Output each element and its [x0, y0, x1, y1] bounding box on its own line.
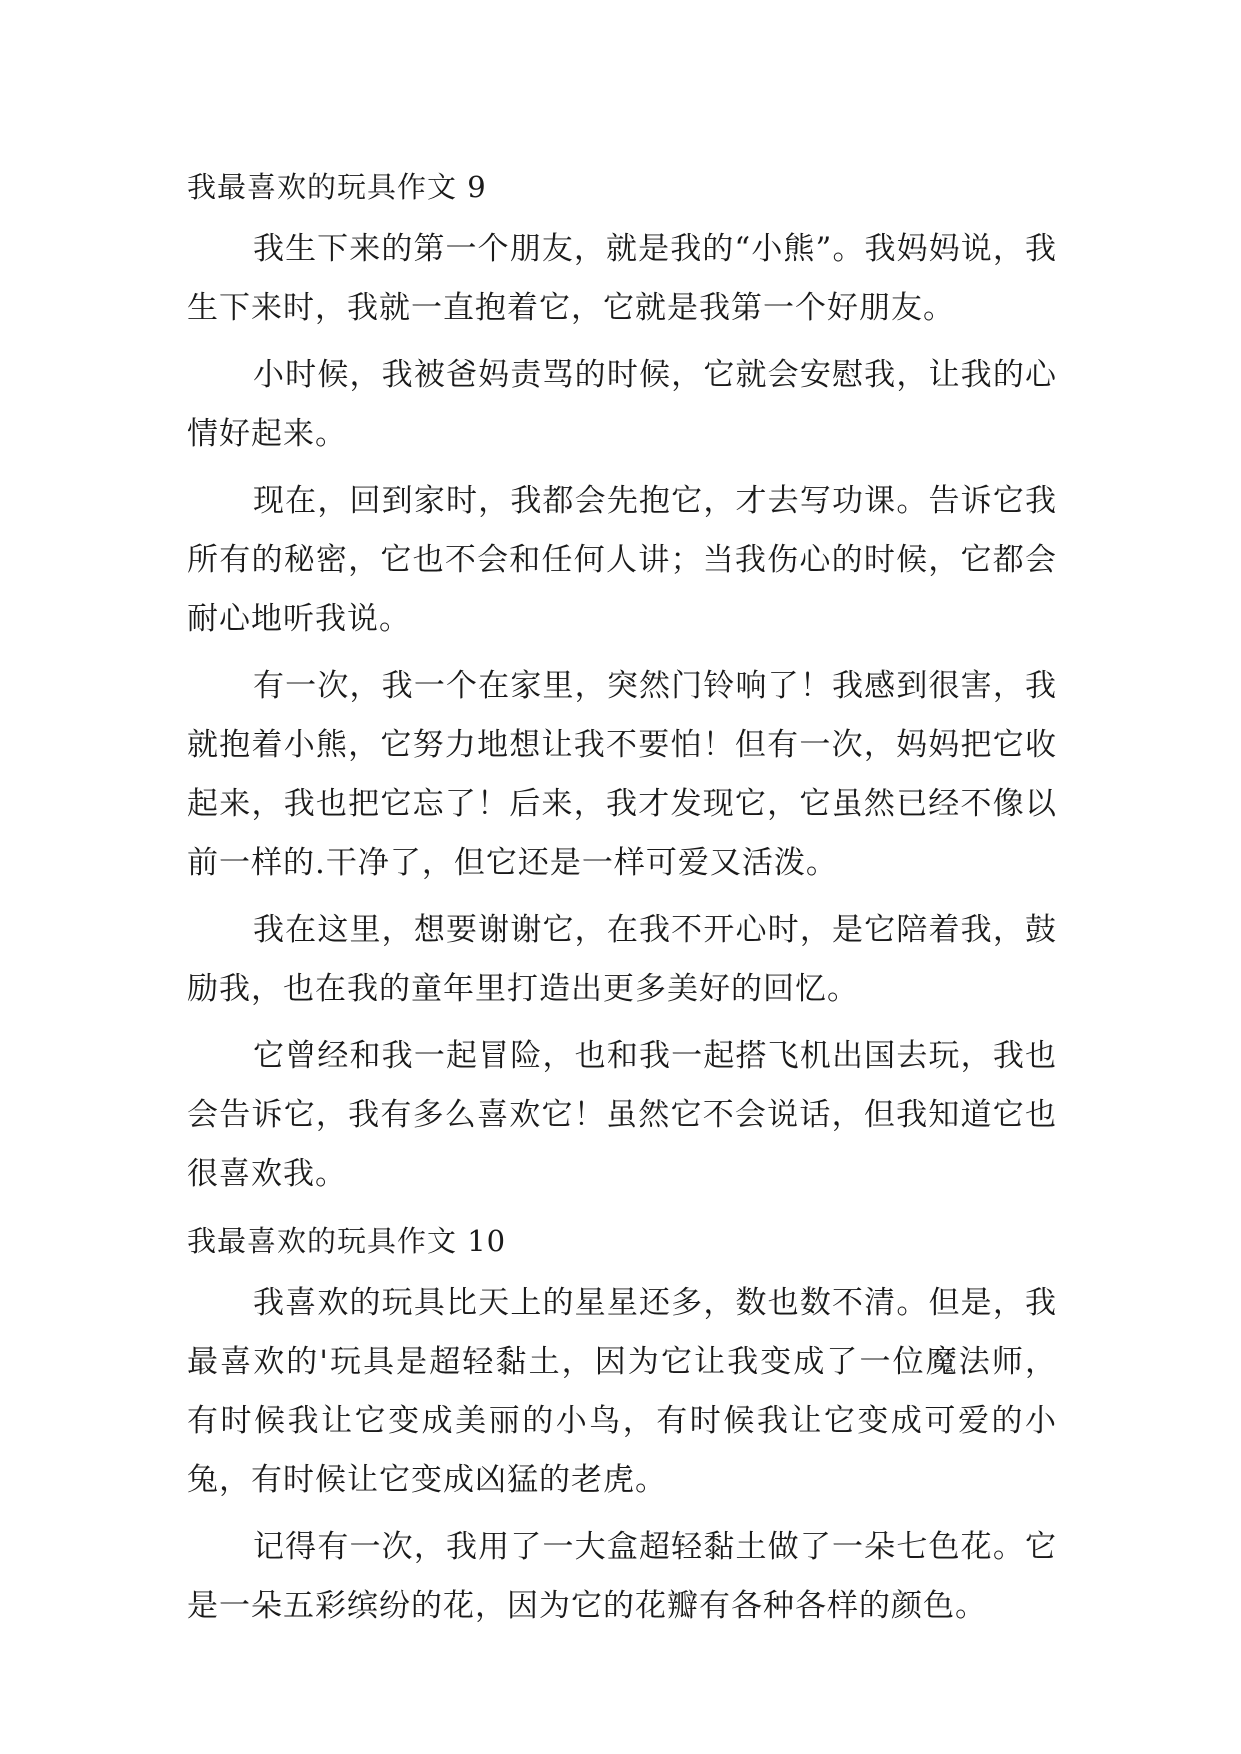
- section-title: 我最喜欢的玩具作文 9: [187, 170, 487, 204]
- paragraph: 现在，回到家时，我都会先抱它，才去写功课。告诉它我所有的秘密，它也不会和任何人讲；当我伤心的时候，它都会耐心地听我说。: [187, 483, 1057, 637]
- paragraph: 记得有一次，我用了一大盒超轻黏土做了一朵七色花。它是一朵五彩缤纷的花，因为它的花瓣有各种各样的颜色。: [187, 1529, 1057, 1624]
- paragraph: 它曾经和我一起冒险，也和我一起搭飞机出国去玩，我也会告诉它，我有多么喜欢它！虽然它不会说话，但我知道它也很喜欢我。: [187, 1038, 1057, 1192]
- paragraph: 有一次，我一个在家里，突然门铃响了！我感到很害，我就抱着小熊，它努力地想让我不要怕！但有一次，妈妈把它收起来，我也把它忘了！后来，我才发现它，它虽然已经不像以前一样的.干净了，但它还是一样可爱又活泼。: [187, 668, 1057, 881]
- paragraph: 小时候，我被爸妈责骂的时候，它就会安慰我，让我的心情好起来。: [187, 357, 1057, 452]
- paragraph: 我在这里，想要谢谢它，在我不开心时，是它陪着我，鼓励我，也在我的童年里打造出更多美好的回忆。: [187, 912, 1057, 1007]
- paragraph: 我喜欢的玩具比天上的星星还多，数也数不清。但是，我最喜欢的'玩具是超轻黏土，因为它让我变成了一位魔法师，有时候我让它变成美丽的小鸟，有时候我让它变成可爱的小兔，有时候让它变成凶猛的老虎。: [187, 1285, 1057, 1498]
- document-page: [187, 158, 1057, 1645]
- section-title: 我最喜欢的玩具作文 10: [187, 1224, 507, 1258]
- paragraph: 我生下来的第一个朋友，就是我的“小熊”。我妈妈说，我生下来时，我就一直抱着它，它就是我第一个好朋友。: [187, 231, 1057, 326]
- document-end: [187, 1644, 1057, 1645]
